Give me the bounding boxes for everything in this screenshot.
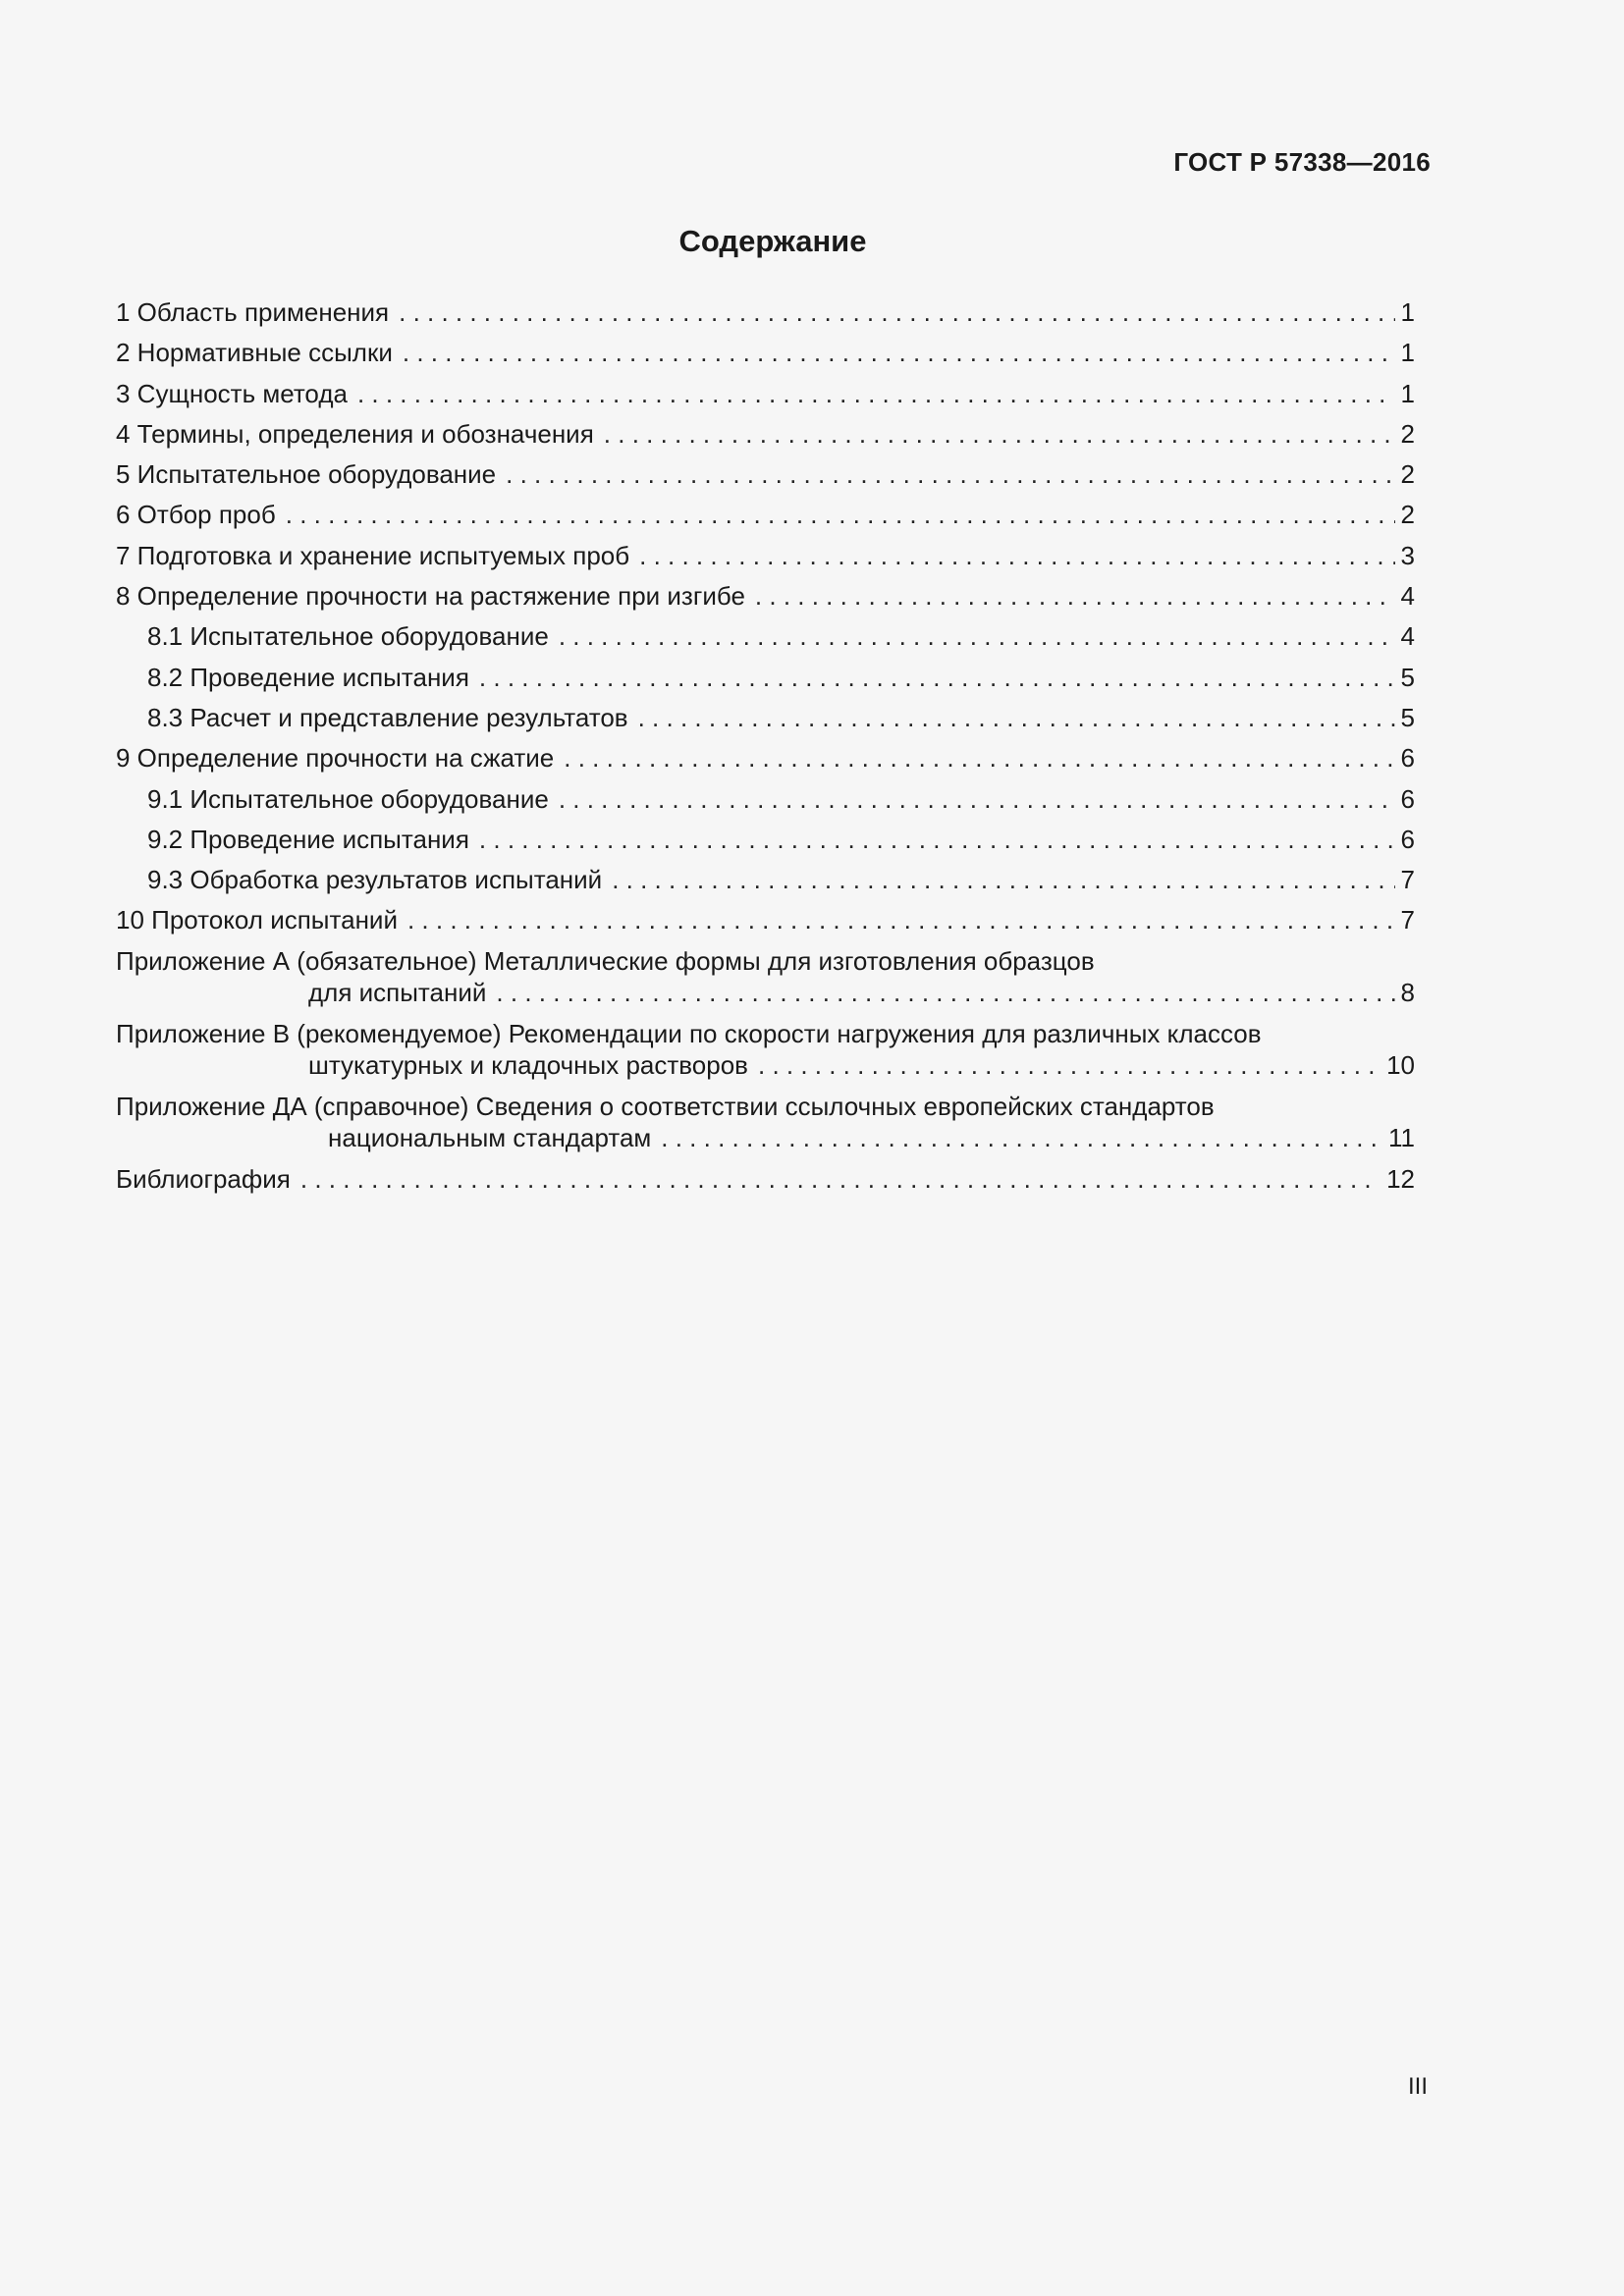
toc-leader-dots [357, 378, 1395, 409]
toc-title: Содержание [678, 224, 867, 258]
toc-item-title: 9 Определение прочности на сжатие [116, 743, 555, 774]
toc-item-page: 4 [1400, 581, 1415, 612]
toc-item-page: 11 [1388, 1122, 1415, 1152]
toc-leader-dots [300, 1163, 1380, 1195]
toc-leader-dots [559, 620, 1395, 652]
toc-item-9-3[interactable] [116, 864, 1415, 904]
toc-item-title: Приложение В (рекомендуемое) Рекомендации по скорости нагружения для различных классов [116, 1018, 1262, 1048]
toc-item-title: 9.2 Проведение испытания [147, 824, 469, 854]
toc-item-title: Приложение А (обязательное) Металлические формы для изготовления образцов [116, 945, 1095, 976]
table-of-contents [116, 296, 1415, 1203]
toc-item-page: 2 [1400, 459, 1415, 490]
toc-item-page: 2 [1400, 500, 1415, 530]
toc-item-title-continued: национальным стандартам [328, 1122, 652, 1152]
toc-item-page: 5 [1400, 702, 1415, 732]
toc-item-10[interactable] [116, 904, 1415, 944]
toc-item-2[interactable] [116, 337, 1415, 377]
toc-item-page: 7 [1400, 905, 1415, 935]
toc-item-title: 8.1 Испытательное оборудование [147, 621, 549, 652]
toc-item-title: 5 Испытательное оборудование [116, 459, 497, 490]
toc-item-appendix-da[interactable] [116, 1091, 1415, 1163]
toc-leader-dots [661, 1122, 1382, 1153]
toc-leader-dots [559, 783, 1395, 815]
toc-item-1[interactable] [116, 296, 1415, 337]
toc-leader-dots [639, 540, 1394, 571]
toc-leader-dots [399, 296, 1394, 328]
toc-leader-dots [604, 418, 1395, 450]
toc-item-title: 9.3 Обработка результатов испытаний [147, 865, 603, 895]
toc-item-9-1[interactable] [116, 783, 1415, 824]
toc-item-page: 1 [1400, 378, 1415, 408]
toc-item-page: 2 [1400, 418, 1415, 449]
toc-item-page: 6 [1400, 824, 1415, 854]
toc-item-title: 7 Подготовка и хранение испытуемых проб [116, 540, 630, 570]
toc-item-7[interactable] [116, 540, 1415, 580]
toc-item-page: 6 [1400, 743, 1415, 774]
toc-item-bibliography[interactable] [116, 1163, 1415, 1203]
toc-leader-dots [403, 337, 1395, 368]
toc-leader-dots [479, 824, 1395, 855]
toc-item-8-1[interactable] [116, 620, 1415, 661]
toc-leader-dots [612, 864, 1394, 895]
toc-item-4[interactable] [116, 418, 1415, 458]
toc-item-title: 9.1 Испытательное оборудование [147, 783, 549, 814]
toc-item-page: 1 [1400, 297, 1415, 327]
toc-item-title: 3 Сущность метода [116, 378, 348, 408]
toc-leader-dots [564, 742, 1394, 774]
toc-item-3[interactable] [116, 378, 1415, 418]
toc-leader-dots [638, 702, 1395, 733]
toc-item-page: 4 [1400, 621, 1415, 652]
toc-item-page: 6 [1400, 783, 1415, 814]
toc-item-page: 1 [1400, 338, 1415, 368]
toc-item-9-2[interactable] [116, 824, 1415, 864]
toc-item-8-3[interactable] [116, 702, 1415, 742]
toc-leader-dots [758, 1049, 1380, 1081]
toc-item-page: 12 [1386, 1163, 1415, 1194]
toc-item-6[interactable] [116, 499, 1415, 539]
toc-leader-dots [496, 977, 1394, 1008]
toc-item-appendix-a[interactable] [116, 945, 1415, 1018]
toc-item-8-2[interactable] [116, 662, 1415, 702]
page-number: III [1407, 2073, 1428, 2100]
toc-item-page: 10 [1386, 1049, 1415, 1080]
toc-item-title: 6 Отбор проб [116, 500, 276, 530]
toc-item-title: 2 Нормативные ссылки [116, 338, 393, 368]
toc-item-title: 8.3 Расчет и представление результатов [147, 702, 628, 732]
toc-item-title: 10 Протокол испытаний [116, 905, 398, 935]
toc-item-appendix-b[interactable] [116, 1018, 1415, 1091]
toc-item-8[interactable] [116, 580, 1415, 620]
toc-item-title: Библиография [116, 1163, 291, 1194]
toc-item-title: 1 Область применения [116, 297, 390, 327]
toc-leader-dots [479, 662, 1395, 693]
toc-item-page: 3 [1400, 540, 1415, 570]
toc-item-page: 5 [1400, 662, 1415, 692]
toc-item-title-continued: штукатурных и кладочных растворов [308, 1049, 748, 1080]
toc-item-5[interactable] [116, 458, 1415, 499]
toc-leader-dots [407, 904, 1395, 935]
toc-item-title: 4 Термины, определения и обозначения [116, 418, 594, 449]
toc-item-title-continued: для испытаний [308, 977, 487, 1007]
toc-leader-dots [286, 499, 1395, 530]
toc-item-page: 8 [1400, 977, 1415, 1007]
document-code: ГОСТ Р 57338—2016 [1173, 147, 1431, 177]
toc-item-page: 7 [1400, 865, 1415, 895]
toc-item-title: 8 Определение прочности на растяжение при изгибе [116, 581, 745, 612]
toc-leader-dots [755, 580, 1395, 612]
toc-leader-dots [506, 458, 1394, 490]
toc-item-title: Приложение ДА (справочное) Сведения о соответствии ссылочных европейских стандартов [116, 1091, 1215, 1121]
toc-item-9[interactable] [116, 742, 1415, 782]
toc-item-title: 8.2 Проведение испытания [147, 662, 469, 692]
